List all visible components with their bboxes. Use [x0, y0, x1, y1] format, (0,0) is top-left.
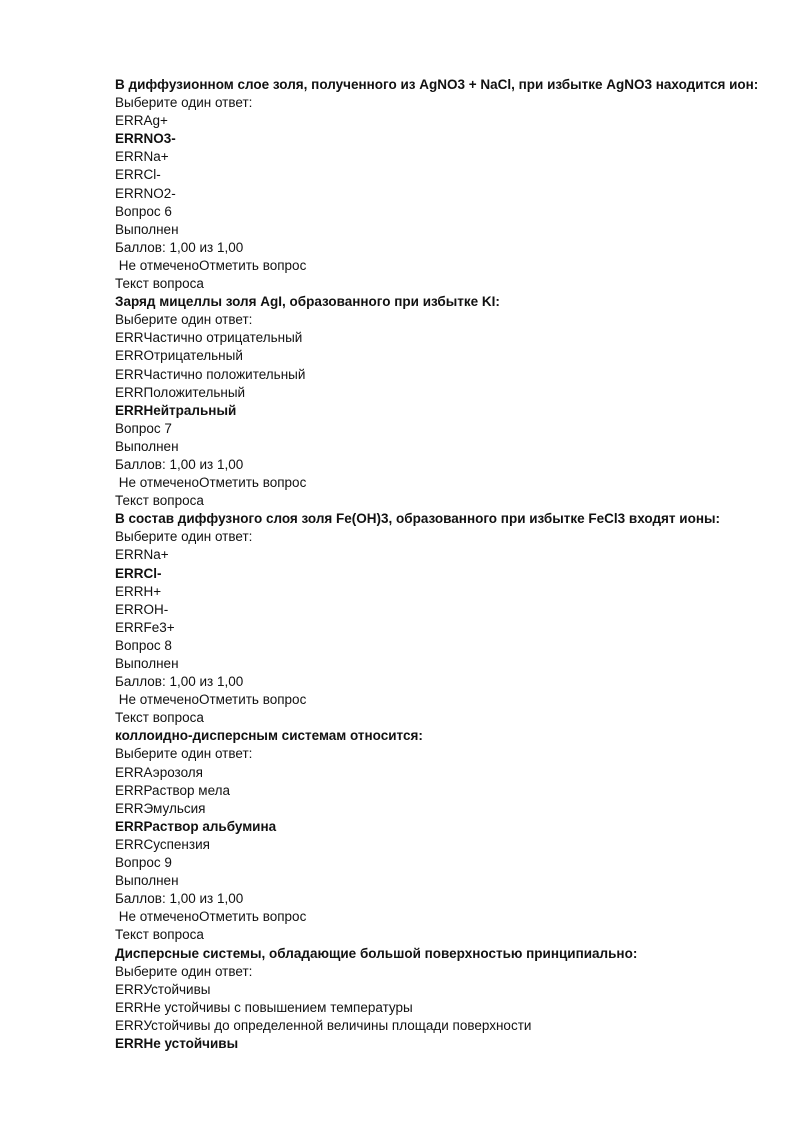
answer-prompt: Выберите один ответ:	[115, 312, 253, 328]
answer-option: ERROH-	[115, 601, 169, 617]
answer-option: ERRНе устойчивы с повышением температуры	[115, 999, 413, 1015]
answer-prompt: Выберите один ответ:	[115, 963, 253, 979]
answer-option: ERRFe3+	[115, 619, 175, 635]
question-number: Вопрос 9	[115, 855, 172, 871]
answer-option: ERRПоложительный	[115, 384, 246, 400]
answer-option: ERRОтрицательный	[115, 348, 243, 364]
question-number: Вопрос 7	[115, 420, 172, 436]
question-text: В диффузионном слое золя, полученного из AgNO3 + NaCl, при избытке AgNO3 находится ион:	[115, 77, 759, 92]
answer-option: ERRРаствор мела	[115, 782, 231, 798]
question-score: Баллов: 1,00 из 1,00	[115, 891, 244, 907]
question-status: Выполнен	[115, 656, 179, 671]
answer-option: ERRУстойчивы до определенной величины площади поверхности	[115, 1017, 532, 1033]
answer-option-selected: ERRCl-	[115, 565, 162, 581]
question-score: Баллов: 1,00 из 1,00	[115, 456, 244, 472]
answer-option: ERRСуспензия	[115, 836, 210, 852]
question-text-label: Текст вопроса	[115, 927, 204, 943]
answer-option: ERRЭмульсия	[115, 800, 206, 816]
question-number: Вопрос 6	[115, 203, 172, 219]
flag-question: Не отмеченоОтметить вопрос	[115, 692, 307, 708]
question-text: Заряд мицеллы золя AgI, образованного при избытке KI:	[115, 294, 500, 310]
answer-option: ERRNa+	[115, 149, 169, 165]
flag-question: Не отмеченоОтметить вопрос	[115, 257, 307, 273]
answer-prompt: Выберите один ответ:	[115, 746, 253, 762]
question-score: Баллов: 1,00 из 1,00	[115, 239, 244, 255]
question-text-label: Текст вопроса	[115, 493, 204, 509]
question-text: коллоидно-дисперсным системам относится:	[115, 728, 423, 744]
flag-question: Не отмеченоОтметить вопрос	[115, 475, 307, 491]
answer-prompt: Выберите один ответ:	[115, 529, 253, 545]
answer-option: ERRУстойчивы	[115, 981, 211, 997]
answer-option-selected: ERRРаствор альбумина	[115, 818, 277, 834]
question-score: Баллов: 1,00 из 1,00	[115, 674, 244, 690]
answer-option-selected: ERRNO3-	[115, 131, 176, 147]
question-status: Выполнен	[115, 221, 179, 237]
answer-option: ERRH+	[115, 583, 162, 599]
question-text: В состав диффузного слоя золя Fe(OH)3, образованного при избытке FeCl3 входят ионы:	[115, 511, 721, 527]
answer-option-selected: ERRНейтральный	[115, 402, 237, 418]
answer-option: ERRАэрозоля	[115, 764, 203, 780]
answer-prompt: Выберите один ответ:	[115, 95, 253, 111]
question-status: Выполнен	[115, 438, 179, 454]
answer-option: ERRNa+	[115, 547, 169, 563]
answer-option: ERRЧастично отрицательный	[115, 330, 303, 346]
question-text: Дисперсные системы, обладающие большой поверхностью принципиально:	[115, 945, 638, 961]
question-status: Выполнен	[115, 873, 179, 889]
question-number: Вопрос 8	[115, 637, 172, 653]
flag-question: Не отмеченоОтметить вопрос	[115, 909, 307, 925]
answer-option: ERRЧастично положительный	[115, 366, 306, 382]
question-text-label: Текст вопроса	[115, 276, 204, 292]
answer-option: ERRAg+	[115, 113, 168, 129]
answer-option: ERRNO2-	[115, 185, 176, 201]
answer-option: ERRCl-	[115, 167, 161, 183]
document-body	[115, 76, 775, 1053]
question-text-label: Текст вопроса	[115, 710, 204, 726]
answer-option-selected: ERRНе устойчивы	[115, 1035, 239, 1051]
